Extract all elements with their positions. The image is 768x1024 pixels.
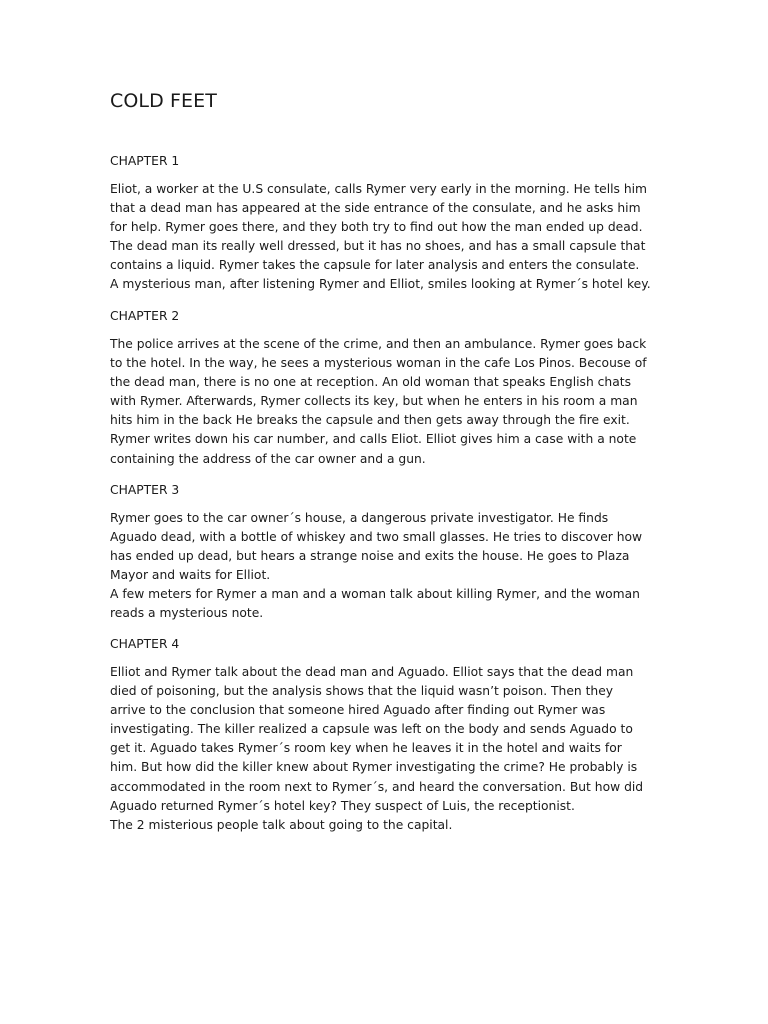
chapter-2-heading: CHAPTER 2 (110, 309, 180, 323)
text-line: has ended up dead, but hears a strange noise and exits the house. He goes to Plaza (110, 549, 630, 564)
text-line: for help. Rymer goes there, and they both try to find out how the man ended up dead. (110, 220, 643, 235)
text-line: Rymer writes down his car number, and calls Eliot. Elliot gives him a case with a note (110, 432, 637, 447)
text-line: Rymer goes to the car owner´s house, a dangerous private investigator. He finds (110, 511, 609, 525)
text-line: reads a mysterious note. (110, 606, 264, 621)
chapter-1-heading: CHAPTER 1 (110, 154, 180, 168)
text-line: Mayor and waits for Elliot. (110, 568, 271, 583)
text-line: The dead man its really well dressed, but it has no shoes, and has a small capsule that (110, 239, 646, 254)
text-line: to the hotel. In the way, he sees a mysterious woman in the cafe Los Pinos. Becouse of (110, 356, 647, 371)
text-line: the dead man, there is no one at reception. An old woman that speaks English chats (110, 375, 631, 390)
chapter-4-text (110, 663, 710, 835)
text-line: get it. Aguado takes Rymer´s room key when he leaves it in the hotel and waits for (110, 741, 622, 756)
chapter-4-heading: CHAPTER 4 (110, 637, 180, 651)
text-line: arrive to the conclusion that someone hired Aguado after finding out Rymer was (110, 703, 606, 718)
text-line: Aguado dead, with a bottle of whiskey and two small glasses. He tries to discover how (110, 530, 643, 545)
chapter-1-text (110, 180, 710, 295)
text-line: hits him in the back He breaks the capsule and then gets away through the fire exit. (110, 413, 630, 428)
text-line: A mysterious man, after listening Rymer and Elliot, smiles looking at Rymer´s hotel key. (110, 277, 651, 292)
text-line: accommodated in the room next to Rymer´s, and heard the conversation. But how did (110, 779, 644, 794)
document-title: COLD FEET (110, 90, 217, 112)
text-line: died of poisoning, but the analysis shows that the liquid wasn’t poison. Then they (110, 684, 614, 699)
text-line: containing the address of the car owner and a gun. (110, 451, 426, 466)
text-line: The 2 misterious people talk about going to the capital. (110, 817, 453, 832)
chapter-3-text (110, 509, 710, 624)
text-line: Eliot, a worker at the U.S consulate, calls Rymer very early in the morning. He tells him (110, 182, 648, 196)
text-line: Aguado returned Rymer´s hotel key? They suspect of Luis, the receptionist. (110, 798, 575, 813)
chapter-2-text (110, 335, 710, 469)
text-line: Elliot and Rymer talk about the dead man and Aguado. Elliot says that the dead man (110, 665, 634, 679)
text-line: with Rymer. Afterwards, Rymer collects its key, but when he enters in his room a man (110, 394, 638, 409)
text-line: contains a liquid. Rymer takes the capsule for later analysis and enters the consulate. (110, 258, 640, 273)
chapter-3-heading: CHAPTER 3 (110, 483, 180, 497)
text-line: The police arrives at the scene of the crime, and then an ambulance. Rymer goes back (110, 337, 647, 351)
text-line: investigating. The killer realized a capsule was left on the body and sends Aguado to (110, 722, 633, 737)
text-line: that a dead man has appeared at the side entrance of the consulate, and he asks him (110, 201, 641, 216)
text-line: him. But how did the killer knew about Rymer investigating the crime? He probably is (110, 760, 638, 775)
text-line: A few meters for Rymer a man and a woman talk about killing Rymer, and the woman (110, 587, 640, 602)
